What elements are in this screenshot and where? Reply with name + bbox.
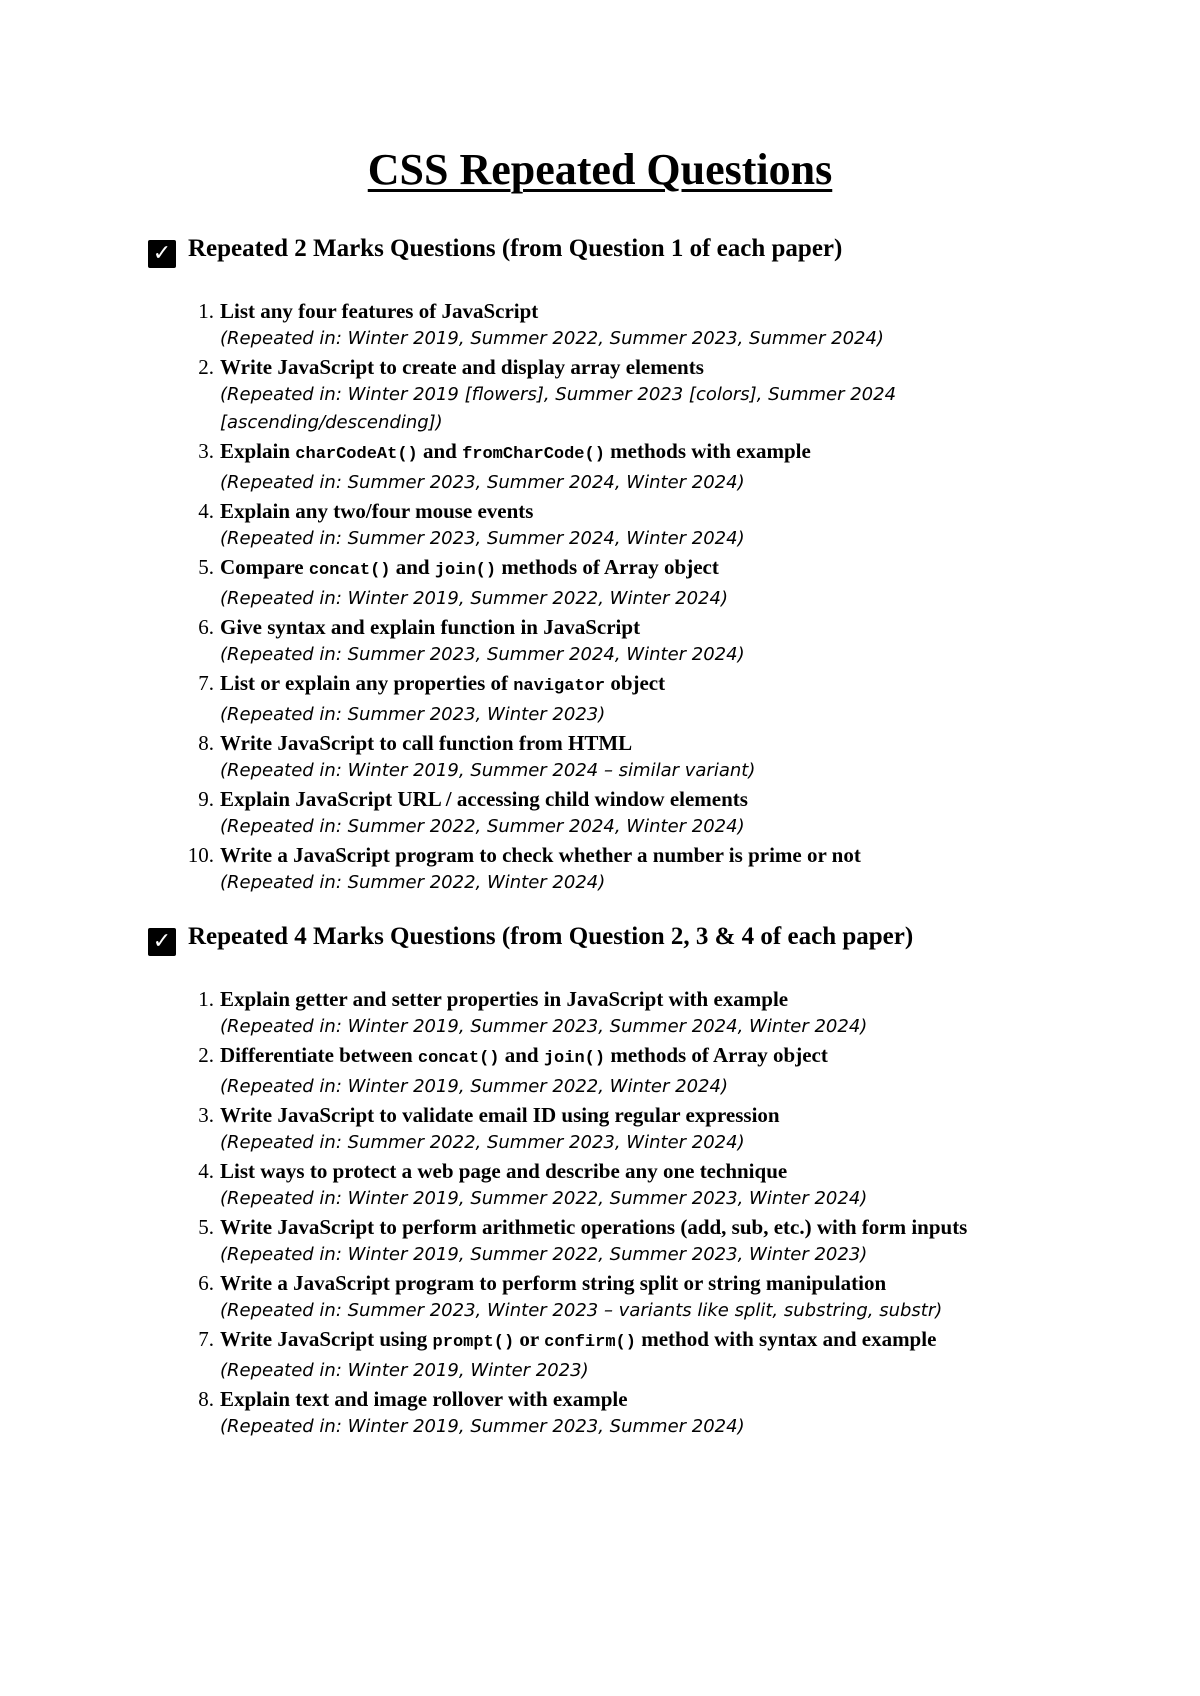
question-text-part: List ways to protect a web page and describe any one technique	[220, 1159, 788, 1183]
question-item	[180, 613, 940, 669]
question-number: 8.	[198, 731, 214, 755]
question-text	[220, 1213, 1080, 1241]
question-list-2-marks	[180, 297, 940, 897]
question-list-4-marks	[180, 985, 1080, 1441]
question-text	[220, 353, 940, 381]
question-item	[180, 1041, 1080, 1101]
question-note: (Repeated in: Summer 2023, Summer 2024, Winter 2024)	[220, 644, 745, 665]
question-number: 10.	[187, 843, 214, 867]
question-text	[220, 1101, 1080, 1129]
question-text-part: Write JavaScript to create and display array elements	[220, 355, 704, 379]
question-text	[220, 553, 940, 585]
section-heading-4-marks	[148, 920, 913, 954]
question-item	[180, 1157, 1080, 1213]
question-code: concat()	[417, 1049, 500, 1068]
question-code: prompt()	[432, 1333, 515, 1352]
question-text	[220, 1269, 1080, 1297]
question-number: 7.	[198, 671, 214, 695]
question-code: join()	[543, 1049, 606, 1068]
question-text-part: Explain text and image rollover with example	[220, 1387, 628, 1411]
question-text	[220, 297, 940, 325]
check-icon: ✓	[148, 928, 176, 956]
question-text-part: Explain JavaScript URL / accessing child window elements	[220, 787, 748, 811]
question-item	[180, 437, 940, 497]
question-text-part: Write JavaScript to perform arithmetic operations (add, sub, etc.) with form inputs	[220, 1215, 968, 1239]
question-item	[180, 1325, 1080, 1385]
question-text	[220, 1385, 1080, 1413]
page-title: CSS Repeated Questions	[367, 145, 833, 194]
question-text-part: List or explain any properties of	[220, 671, 514, 695]
question-note: (Repeated in: Winter 2019, Summer 2022, Summer 2023, Winter 2024)	[220, 1188, 868, 1209]
question-text-part: List any four features of JavaScript	[220, 299, 539, 323]
question-item	[180, 729, 940, 785]
question-text-part: Explain any two/four mouse events	[220, 499, 534, 523]
question-text-part: and	[417, 439, 463, 463]
question-item	[180, 1385, 1080, 1441]
question-note: (Repeated in: Summer 2023, Winter 2023 – variants like split, substring, substr)	[220, 1300, 943, 1321]
question-number: 8.	[198, 1387, 214, 1411]
question-text	[220, 613, 940, 641]
question-text	[220, 669, 940, 701]
question-text-part: methods of Array object	[496, 555, 719, 579]
question-number: 1.	[198, 987, 214, 1011]
question-text-part: Write a JavaScript program to perform string split or string manipulation	[220, 1271, 887, 1295]
question-text-part: Explain	[220, 439, 296, 463]
section-heading-2-marks	[148, 232, 842, 266]
question-text-part: Compare	[220, 555, 309, 579]
question-text	[220, 1041, 1080, 1073]
question-note: (Repeated in: Winter 2019, Summer 2022, Summer 2023, Winter 2023)	[220, 1244, 868, 1265]
question-text-part: method with syntax and example	[635, 1327, 937, 1351]
question-text-part: Explain getter and setter properties in JavaScript with example	[220, 987, 789, 1011]
question-text-part: methods with example	[604, 439, 811, 463]
question-text-part: Write JavaScript to call function from HTML	[220, 731, 633, 755]
question-item	[180, 497, 940, 553]
question-text-part: Write JavaScript to validate email ID using regular expression	[220, 1103, 780, 1127]
question-note: (Repeated in: Winter 2019, Summer 2024 – similar variant)	[220, 760, 756, 781]
question-text-part: object	[605, 671, 666, 695]
question-number: 2.	[198, 355, 214, 379]
question-note: (Repeated in: Winter 2019, Summer 2022, Summer 2023, Summer 2024)	[220, 328, 884, 349]
question-note: (Repeated in: Summer 2022, Summer 2023, Winter 2024)	[220, 1132, 745, 1153]
question-text	[220, 437, 940, 469]
question-text-part: Write JavaScript using	[220, 1327, 433, 1351]
question-number: 2.	[198, 1043, 214, 1067]
question-code: fromCharCode()	[462, 445, 605, 464]
question-text-part: Write a JavaScript program to check whether a number is prime or not	[220, 843, 861, 867]
question-note: (Repeated in: Winter 2019, Summer 2023, Summer 2024, Winter 2024)	[220, 1016, 868, 1037]
question-note: (Repeated in: Winter 2019, Summer 2022, Winter 2024)	[220, 588, 728, 609]
question-number: 3.	[198, 1103, 214, 1127]
question-item	[180, 553, 940, 613]
question-number: 9.	[198, 787, 214, 811]
question-note: (Repeated in: Winter 2019, Summer 2023, Summer 2024)	[220, 1416, 745, 1437]
question-note: (Repeated in: Summer 2022, Summer 2024, Winter 2024)	[220, 816, 745, 837]
question-code: navigator	[513, 677, 606, 696]
check-icon: ✓	[148, 240, 176, 268]
question-item	[180, 1269, 1080, 1325]
question-text-part: and	[499, 1043, 544, 1067]
question-item	[180, 297, 940, 353]
question-code: concat()	[308, 561, 391, 580]
question-number: 6.	[198, 615, 214, 639]
question-text	[220, 729, 940, 757]
question-note: (Repeated in: Summer 2023, Summer 2024, Winter 2024)	[220, 528, 745, 549]
question-note: (Repeated in: Summer 2023, Winter 2023)	[220, 704, 606, 725]
question-note: (Repeated in: Summer 2022, Winter 2024)	[220, 872, 606, 893]
question-code: charCodeAt()	[295, 445, 418, 464]
question-item	[180, 785, 940, 841]
question-text	[220, 841, 940, 869]
question-number: 4.	[198, 499, 214, 523]
question-text-part: Differentiate between	[220, 1043, 418, 1067]
question-number: 4.	[198, 1159, 214, 1183]
section-heading-text: Repeated 4 Marks Questions (from Question 2, 3 & 4 of each paper)	[188, 923, 914, 950]
question-note: (Repeated in: Summer 2023, Summer 2024, Winter 2024)	[220, 472, 745, 493]
question-number: 6.	[198, 1271, 214, 1295]
question-note: (Repeated in: Winter 2019, Summer 2022, Winter 2024)	[220, 1076, 728, 1097]
question-text	[220, 1157, 1080, 1185]
question-text	[220, 497, 940, 525]
question-code: confirm()	[544, 1333, 636, 1352]
question-text	[220, 985, 1080, 1013]
question-code: join()	[434, 561, 497, 580]
question-item	[180, 1213, 1080, 1269]
question-note: (Repeated in: Winter 2019, Winter 2023)	[220, 1360, 589, 1381]
question-text	[220, 785, 940, 813]
question-item	[180, 841, 940, 897]
question-number: 5.	[198, 555, 214, 579]
question-item	[180, 353, 940, 437]
question-number: 5.	[198, 1215, 214, 1239]
question-number: 3.	[198, 439, 214, 463]
question-text-part: methods of Array object	[605, 1043, 828, 1067]
question-number: 1.	[198, 299, 214, 323]
question-item	[180, 669, 940, 729]
question-text-part: and	[390, 555, 435, 579]
question-number: 7.	[198, 1327, 214, 1351]
section-heading-text: Repeated 2 Marks Questions (from Question 1 of each paper)	[188, 235, 843, 262]
question-item	[180, 985, 1080, 1041]
question-text-part: Give syntax and explain function in JavaScript	[220, 615, 641, 639]
question-note: (Repeated in: Winter 2019 [flowers], Summer 2023 [colors], Summer 2024 [ascending/descending])	[220, 384, 897, 433]
question-item	[180, 1101, 1080, 1157]
question-text	[220, 1325, 1080, 1357]
question-text-part: or	[514, 1327, 545, 1351]
